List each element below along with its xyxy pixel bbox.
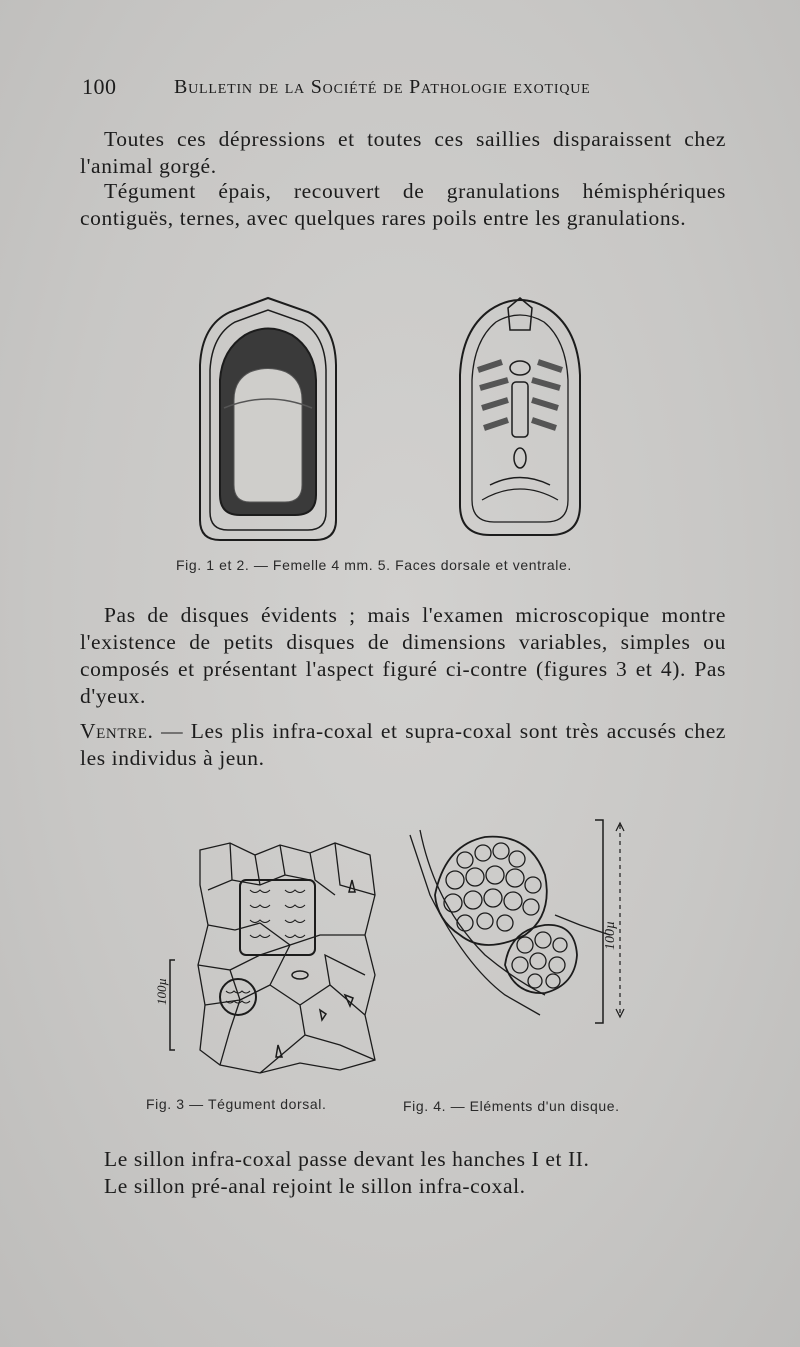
figure-1-2-caption: Fig. 1 et 2. — Femelle 4 mm. 5. Faces dorsale et ventrale. — [176, 557, 572, 573]
paragraph-5: Le sillon infra-coxal passe devant les hanches I et II. — [104, 1147, 590, 1171]
paragraph-6: Le sillon pré-anal rejoint le sillon infra-coxal. — [104, 1174, 526, 1198]
figure-4-caption: Fig. 4. — Eléments d'un disque. — [403, 1098, 620, 1114]
ventral-view-drawing — [460, 298, 580, 535]
figure-3 — [154, 835, 385, 1080]
figure-3-scale-label: 100µ — [154, 978, 169, 1005]
dorsal-view-drawing — [200, 298, 336, 540]
figure-4-scale-label: 100µ — [603, 920, 618, 950]
running-header — [82, 74, 732, 104]
figure-4 — [405, 815, 635, 1030]
paragraph-2: Tégument épais, recouvert de granulations hémisphériques contiguës, ternes, avec quelques rares poils entre les granulations. — [80, 179, 726, 230]
running-title: Bulletin de la Société de Pathologie exotique — [174, 76, 591, 98]
tick-drawings — [190, 290, 620, 545]
dorsal-tegument-drawing — [160, 835, 385, 1080]
page-number: 100 — [82, 74, 117, 99]
disc-elements-drawing — [405, 815, 635, 1030]
figure-3-caption: Fig. 3 — Tégument dorsal. — [146, 1096, 327, 1112]
paragraph-4: Ventre. — Les plis infra-coxal et supra-coxal sont très accusés chez les individus à jeun. — [80, 719, 726, 770]
figure-1-2 — [190, 290, 620, 545]
paragraph-1: Toutes ces dépressions et toutes ces saillies disparaissent chez l'animal gorgé. — [80, 127, 726, 178]
section-lead-ventre: Ventre. — [80, 719, 154, 743]
paragraph-3: Pas de disques évidents ; mais l'examen microscopique montre l'existence de petits disques de dimensions variables, simples ou composés et présentant l'aspect figuré ci-contre (figures 3 et 4). Pas d'yeux. — [80, 603, 726, 708]
